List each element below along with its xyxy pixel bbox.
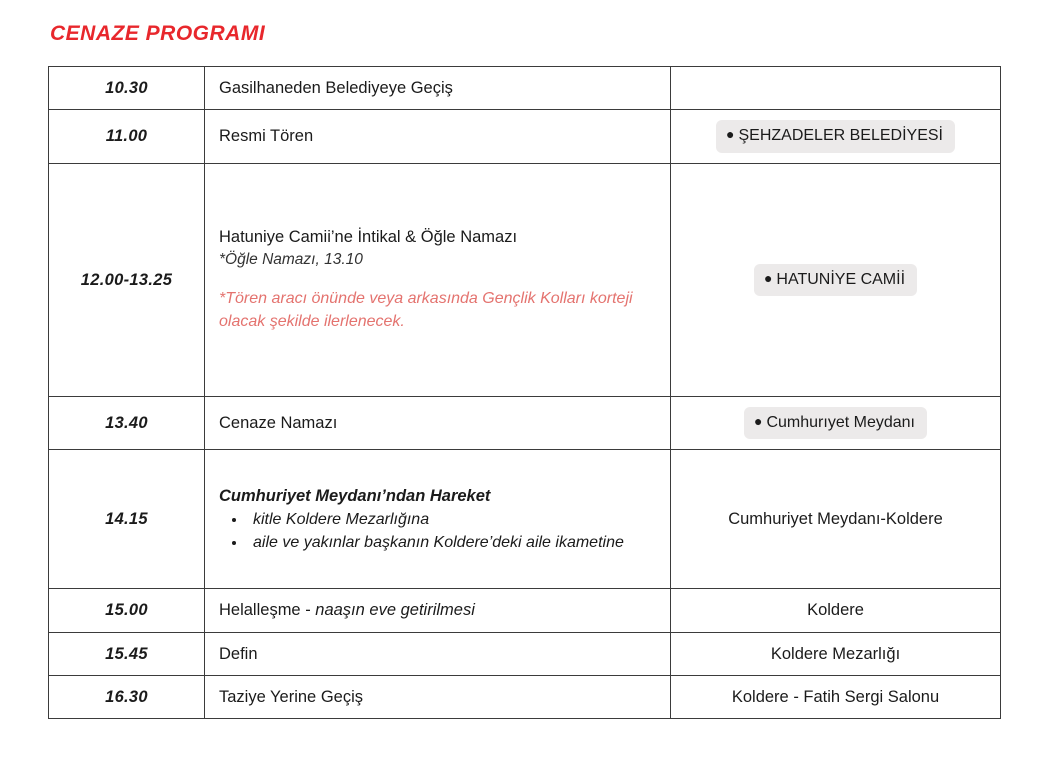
row-description-sub: *Öğle Namazı, 13.10 xyxy=(219,251,363,269)
row-description-emphasis: naaşın eve getirilmesi xyxy=(315,601,475,620)
row-description xyxy=(205,67,671,110)
table-row xyxy=(49,396,1001,450)
row-description xyxy=(205,396,671,450)
row-place xyxy=(671,632,1001,675)
row-place xyxy=(671,675,1001,718)
table-row xyxy=(49,632,1001,675)
row-place-label: Koldere Mezarlığı xyxy=(770,644,901,663)
row-place-label: Koldere - Fatih Sergi Salonu xyxy=(731,687,940,706)
row-time: 14.15 xyxy=(49,450,205,589)
location-pin-icon: ●​ xyxy=(726,126,735,143)
row-description-main: Helalleşme - xyxy=(219,601,316,620)
location-pin-icon: ●​ xyxy=(763,269,773,286)
row-time: 15.00 xyxy=(49,589,205,632)
table-row xyxy=(49,450,1001,589)
row-time: 16.30 xyxy=(49,675,205,718)
row-place xyxy=(671,450,1001,589)
row-description xyxy=(205,632,671,675)
row-place xyxy=(671,67,1001,110)
row-place-label: Koldere xyxy=(807,601,864,620)
row-description xyxy=(205,450,671,589)
row-time: 13.40 xyxy=(49,396,205,450)
table-row xyxy=(49,589,1001,632)
table-row xyxy=(49,675,1001,718)
location-pill-label: ŞEHZADELER BELEDİYESİ xyxy=(738,127,943,145)
page-title: CENAZE PROGRAMI xyxy=(50,22,266,45)
list-item: • kitle Koldere Mezarlığına xyxy=(247,509,656,531)
row-time: 11.00 xyxy=(49,110,205,164)
row-time: 12.00-13.25 xyxy=(49,163,205,396)
program-table xyxy=(48,66,1001,719)
row-description xyxy=(205,589,671,632)
table-row xyxy=(49,110,1001,164)
location-pill-label: HATUNİYE CAMİİ xyxy=(776,270,906,288)
location-pin-icon: ●​ xyxy=(754,412,763,429)
row-description-main: Hatuniye Camii’ne İntikal & Öğle Namazı xyxy=(219,228,518,247)
row-description-list xyxy=(219,509,656,554)
row-place xyxy=(671,110,1001,164)
row-time: 10.30 xyxy=(49,67,205,110)
row-description-heading: Cumhuriyet Meydanı’ndan Hareket xyxy=(219,486,491,505)
row-description-main: Gasilhaneden Belediyeye Geçiş xyxy=(219,79,453,97)
location-pill xyxy=(744,407,927,440)
table-row xyxy=(49,67,1001,110)
row-place xyxy=(671,396,1001,450)
row-place xyxy=(671,589,1001,632)
row-description-main: Taziye Yerine Geçiş xyxy=(219,687,363,706)
location-pill-label: Cumhurıyet Meydanı xyxy=(766,413,915,431)
row-description xyxy=(205,163,671,396)
row-place xyxy=(671,163,1001,396)
row-description xyxy=(205,675,671,718)
row-time: 15.45 xyxy=(49,632,205,675)
row-description-main: Resmi Tören xyxy=(219,127,314,146)
list-item: • aile ve yakınlar başkanın Koldere’deki aile ikametine xyxy=(247,532,656,554)
row-description xyxy=(205,110,671,164)
row-place-label: Cumhuriyet Meydanı-Koldere xyxy=(728,510,943,529)
location-pill xyxy=(754,264,917,297)
table-row xyxy=(49,163,1001,396)
location-pill xyxy=(716,120,955,153)
row-description-main: Defin xyxy=(219,644,258,663)
row-description-main: Cenaze Namazı xyxy=(219,414,338,433)
row-description-note: *Tören aracı önünde veya arkasında Gençlik Kolları korteji olacak şekilde ilerlenecek. xyxy=(219,290,633,331)
